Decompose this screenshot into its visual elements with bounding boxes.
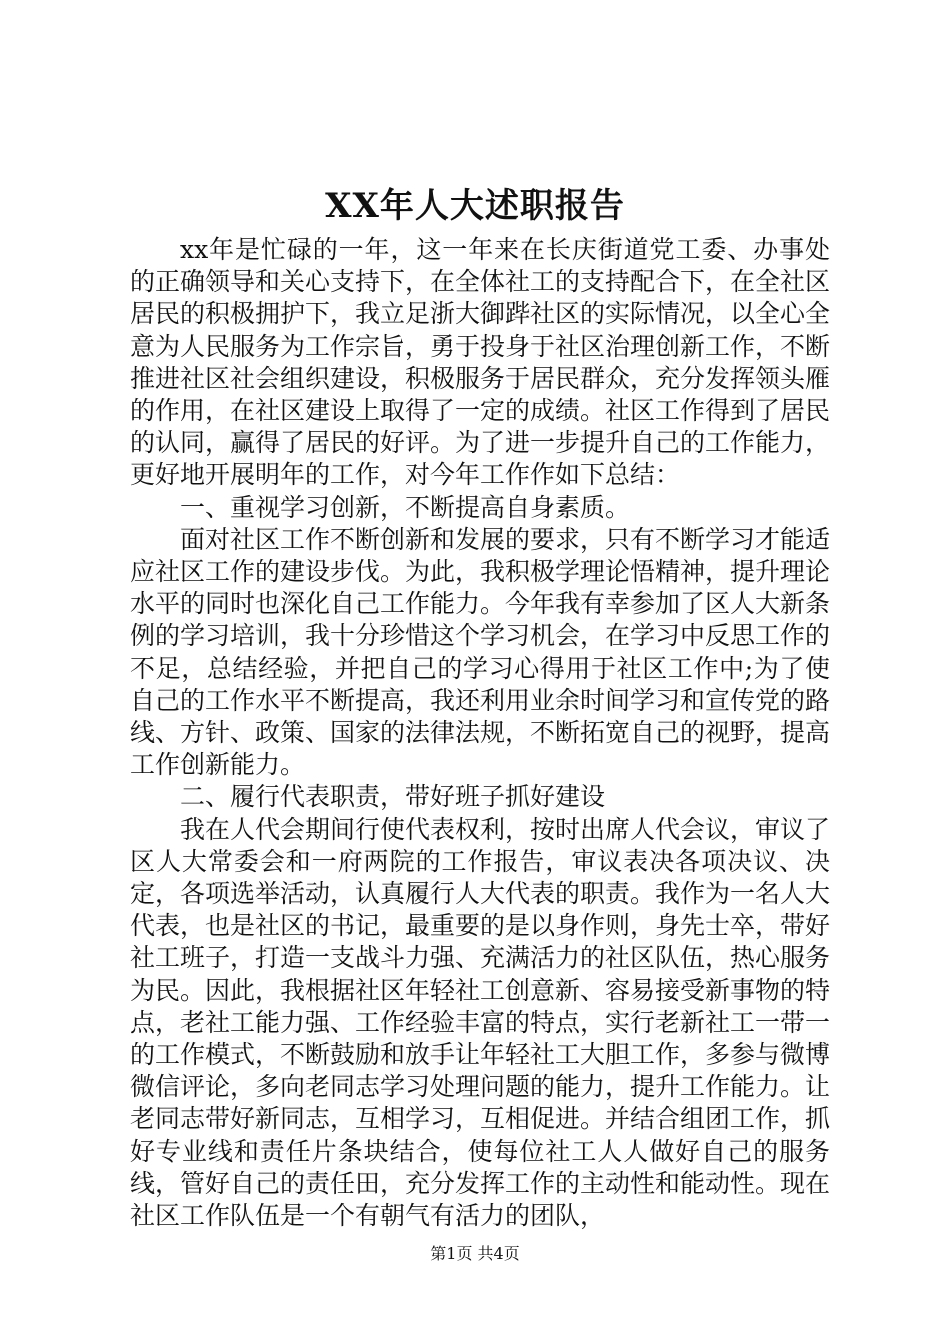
section-heading-1: 一、重视学习创新，不断提高自身素质。 (180, 492, 631, 522)
section-2-paragraph: 我在人代会期间行使代表权利，按时出席人代会议，审议了区人大常委会和一府两院的工作报告，审议表决各项决议、决定，各项选举活动，认真履行人大代表的职责。我作为一名人大代表，也是社区的书记，最重要的是以身作则，身先士卒，带好社工班子，打造一支战斗力强、充满活力的社区队伍，热心服务为民。因此，我根据社区年轻社工创意新、容易接受新事物的特点，老社工能力强、工作经验丰富的特点，实行老新社工一带一的工作模式，不断鼓励和放手让年轻社工大胆工作，多参与微博微信评论，多向老同志学习处理问题的能力，提升工作能力。让老同志带好新同志，互相学习，互相促进。并结合组团工作，抓好专业线和责任片条块结合，使每位社工人人做好自己的服务线，管好自己的责任田，充分发挥工作的主动性和能动性。现在社区工作队伍是一个有朝气有活力的团队， (130, 814, 831, 1231)
document-title: XX年人大述职报告 (325, 186, 625, 226)
page-number-footer: 第1页 共4页 (430, 1244, 520, 1263)
intro-paragraph: xx年是忙碌的一年，这一年来在长庆街道党工委、办事处的正确领导和关心支持下，在全体社工的支持配合下，在全社区居民的积极拥护下，我立足浙大御跸社区的实际情况，以全心全意为人民服务为工作宗旨，勇于投身于社区治理创新工作，不断推进社区社会组织建设，积极服务于居民群众，充分发挥领头雁的作用，在社区建设上取得了一定的成绩。社区工作得到了居民的认同，赢得了居民的好评。为了进一步提升自己的工作能力，更好地开展明年的工作，对今年工作作如下总结： (130, 235, 831, 490)
section-heading-2: 二、履行代表职责，带好班子抓好建设 (180, 782, 606, 812)
section-1-paragraph: 面对社区工作不断创新和发展的要求，只有不断学习才能适应社区工作的建设步伐。为此，我积极学理论悟精神，提升理论水平的同时也深化自己工作能力。今年我有幸参加了区人大新条例的学习培训，我十分珍惜这个学习机会，在学习中反思工作的不足，总结经验，并把自己的学习心得用于社区工作中;为了使自己的工作水平不断提高，我还利用业余时间学习和宣传党的路线、方针、政策、国家的法律法规，不断拓宽自己的视野，提高工作创新能力。 (130, 524, 831, 780)
document-body (130, 234, 830, 1232)
